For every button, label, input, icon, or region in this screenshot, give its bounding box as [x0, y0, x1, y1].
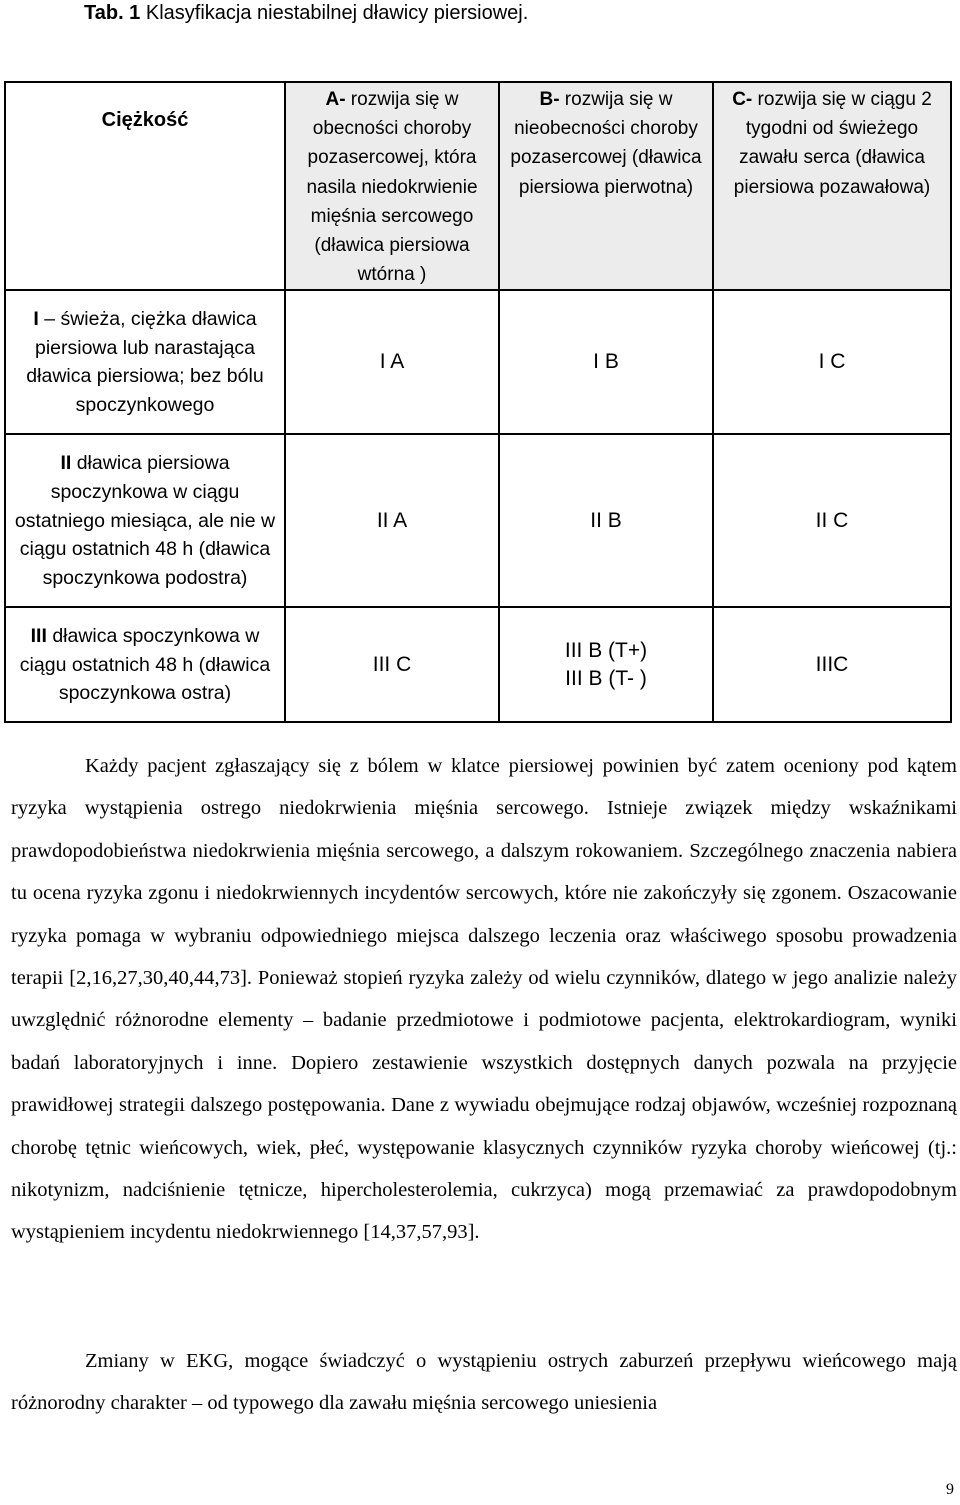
- column-header-a-text: rozwija się w obecności choroby pozasercowej, która nasila niedokrwienie mięśnia sercowego (dławica piersiowa wtórna ): [306, 89, 478, 286]
- severity-key-i: I: [33, 307, 39, 330]
- table-caption-text: Klasyfikacja niestabilnej dławicy piersiowej.: [140, 2, 529, 24]
- class-cell-ib: I B: [499, 290, 713, 434]
- table-row-ii: [5, 434, 951, 607]
- column-header-c-key: C-: [732, 89, 753, 110]
- class-cell-iic: II C: [713, 434, 951, 607]
- severity-header-cell: [5, 82, 285, 290]
- table-row-iii: [5, 607, 951, 722]
- body-paragraph-2: Zmiany w EKG, mogące świadczyć o wystąpieniu ostrych zaburzeń przepływu wieńcowego mają różnorodny charakter – od typowego dla zawału mięśnia sercowego uniesienia: [11, 1350, 957, 1415]
- severity-text-ii: dławica piersiowa spoczynkowa w ciągu ostatniego miesiąca, ale nie w ciągu ostatnich 48 h (dławica spoczynkowa podostra): [14, 451, 276, 590]
- table-header-row: [5, 82, 951, 290]
- table-row-i: [5, 290, 951, 434]
- severity-text-iii: dławica spoczynkowa w ciągu ostatnich 48 h (dławica spoczynkowa ostra): [19, 624, 271, 705]
- body-paragraph-1: Każdy pacjent zgłaszający się z bólem w klatce piersiowej powinien być zatem oceniony pod kątem ryzyka wystąpienia ostrego niedokrwienia mięśnia sercowego. Istnieje związek między wskaźnikami prawdopodobieństwa niedokrwienia mięśnia sercowego, a dalszym rokowaniem. Szczególnego znaczenia nabiera tu ocena ryzyka zgonu i niedokrwiennych incydentów sercowych, które nie zakończyły się zgonem. Oszacowanie ryzyka pomaga w wybraniu odpowiedniego miejsca dalszego leczenia oraz właściwego sposobu prowadzenia terapii [2,16,27,30,40,44,73]. Ponieważ stopień ryzyka zależy od wielu czynników, dlatego w jego analizie należy uwzględnić różnorodne elementy – badanie przedmiotowe i podmiotowe pacjenta, elektrokardiogram, wyniki badań laboratoryjnych i inne. Dopiero zestawienie wszystkich dostępnych danych pozwala na przyjęcie prawidłowej strategii dalszego postępowania. Dane z wywiadu obejmujące rodzaj objawów, wcześniej rozpoznaną chorobę tętnic wieńcowych, wiek, płeć, występowanie klasycznych czynników ryzyka choroby wieńcowej (tj.: nikotynizm, nadciśnienie tętnicze, hipercholesterolemia, cukrzyca) mogą przemawiać za prawdopodobnym wystąpieniem incydentu niedokrwiennego [14,37,57,93].: [11, 755, 957, 1244]
- severity-text-i: – świeża, ciężka dławica piersiowa lub narastająca dławica piersiowa; bez bólu spoczynkowego: [26, 307, 264, 417]
- table-caption: [84, 0, 528, 26]
- class-cell-iiia: III C: [285, 607, 499, 722]
- class-cell-ic: I C: [713, 290, 951, 434]
- severity-key-iii: III: [30, 624, 47, 647]
- column-header-b-key: B-: [539, 89, 560, 110]
- column-header-a: [285, 82, 499, 290]
- class-cell-iia: II A: [285, 434, 499, 607]
- column-header-c-text: rozwija się w ciągu 2 tygodni od świeżego zawału serca (dławica piersiowa pozawałowa): [733, 89, 932, 198]
- class-cell-iib: II B: [499, 434, 713, 607]
- severity-header: Ciężkość: [101, 109, 189, 131]
- class-cell-iiib: [499, 607, 713, 722]
- severity-cell-iii: [5, 607, 285, 722]
- column-header-c: [713, 82, 951, 290]
- class-cell-iiib-tplus: III B (T+): [564, 638, 648, 662]
- classification-table: [4, 81, 952, 723]
- class-cell-ia: I A: [285, 290, 499, 434]
- class-cell-iiib-tminus: III B (T- ): [565, 666, 647, 690]
- column-header-b: [499, 82, 713, 290]
- severity-cell-i: [5, 290, 285, 434]
- class-cell-iiic: IIIC: [713, 607, 951, 722]
- column-header-b-text: rozwija się w nieobecności choroby pozasercowej (dławica piersiowa pierwotna): [510, 89, 702, 198]
- column-header-a-key: A-: [325, 89, 346, 110]
- severity-cell-ii: [5, 434, 285, 607]
- severity-key-ii: II: [60, 451, 72, 474]
- table-caption-label: Tab. 1: [84, 2, 141, 24]
- page-number: 9: [946, 1481, 954, 1498]
